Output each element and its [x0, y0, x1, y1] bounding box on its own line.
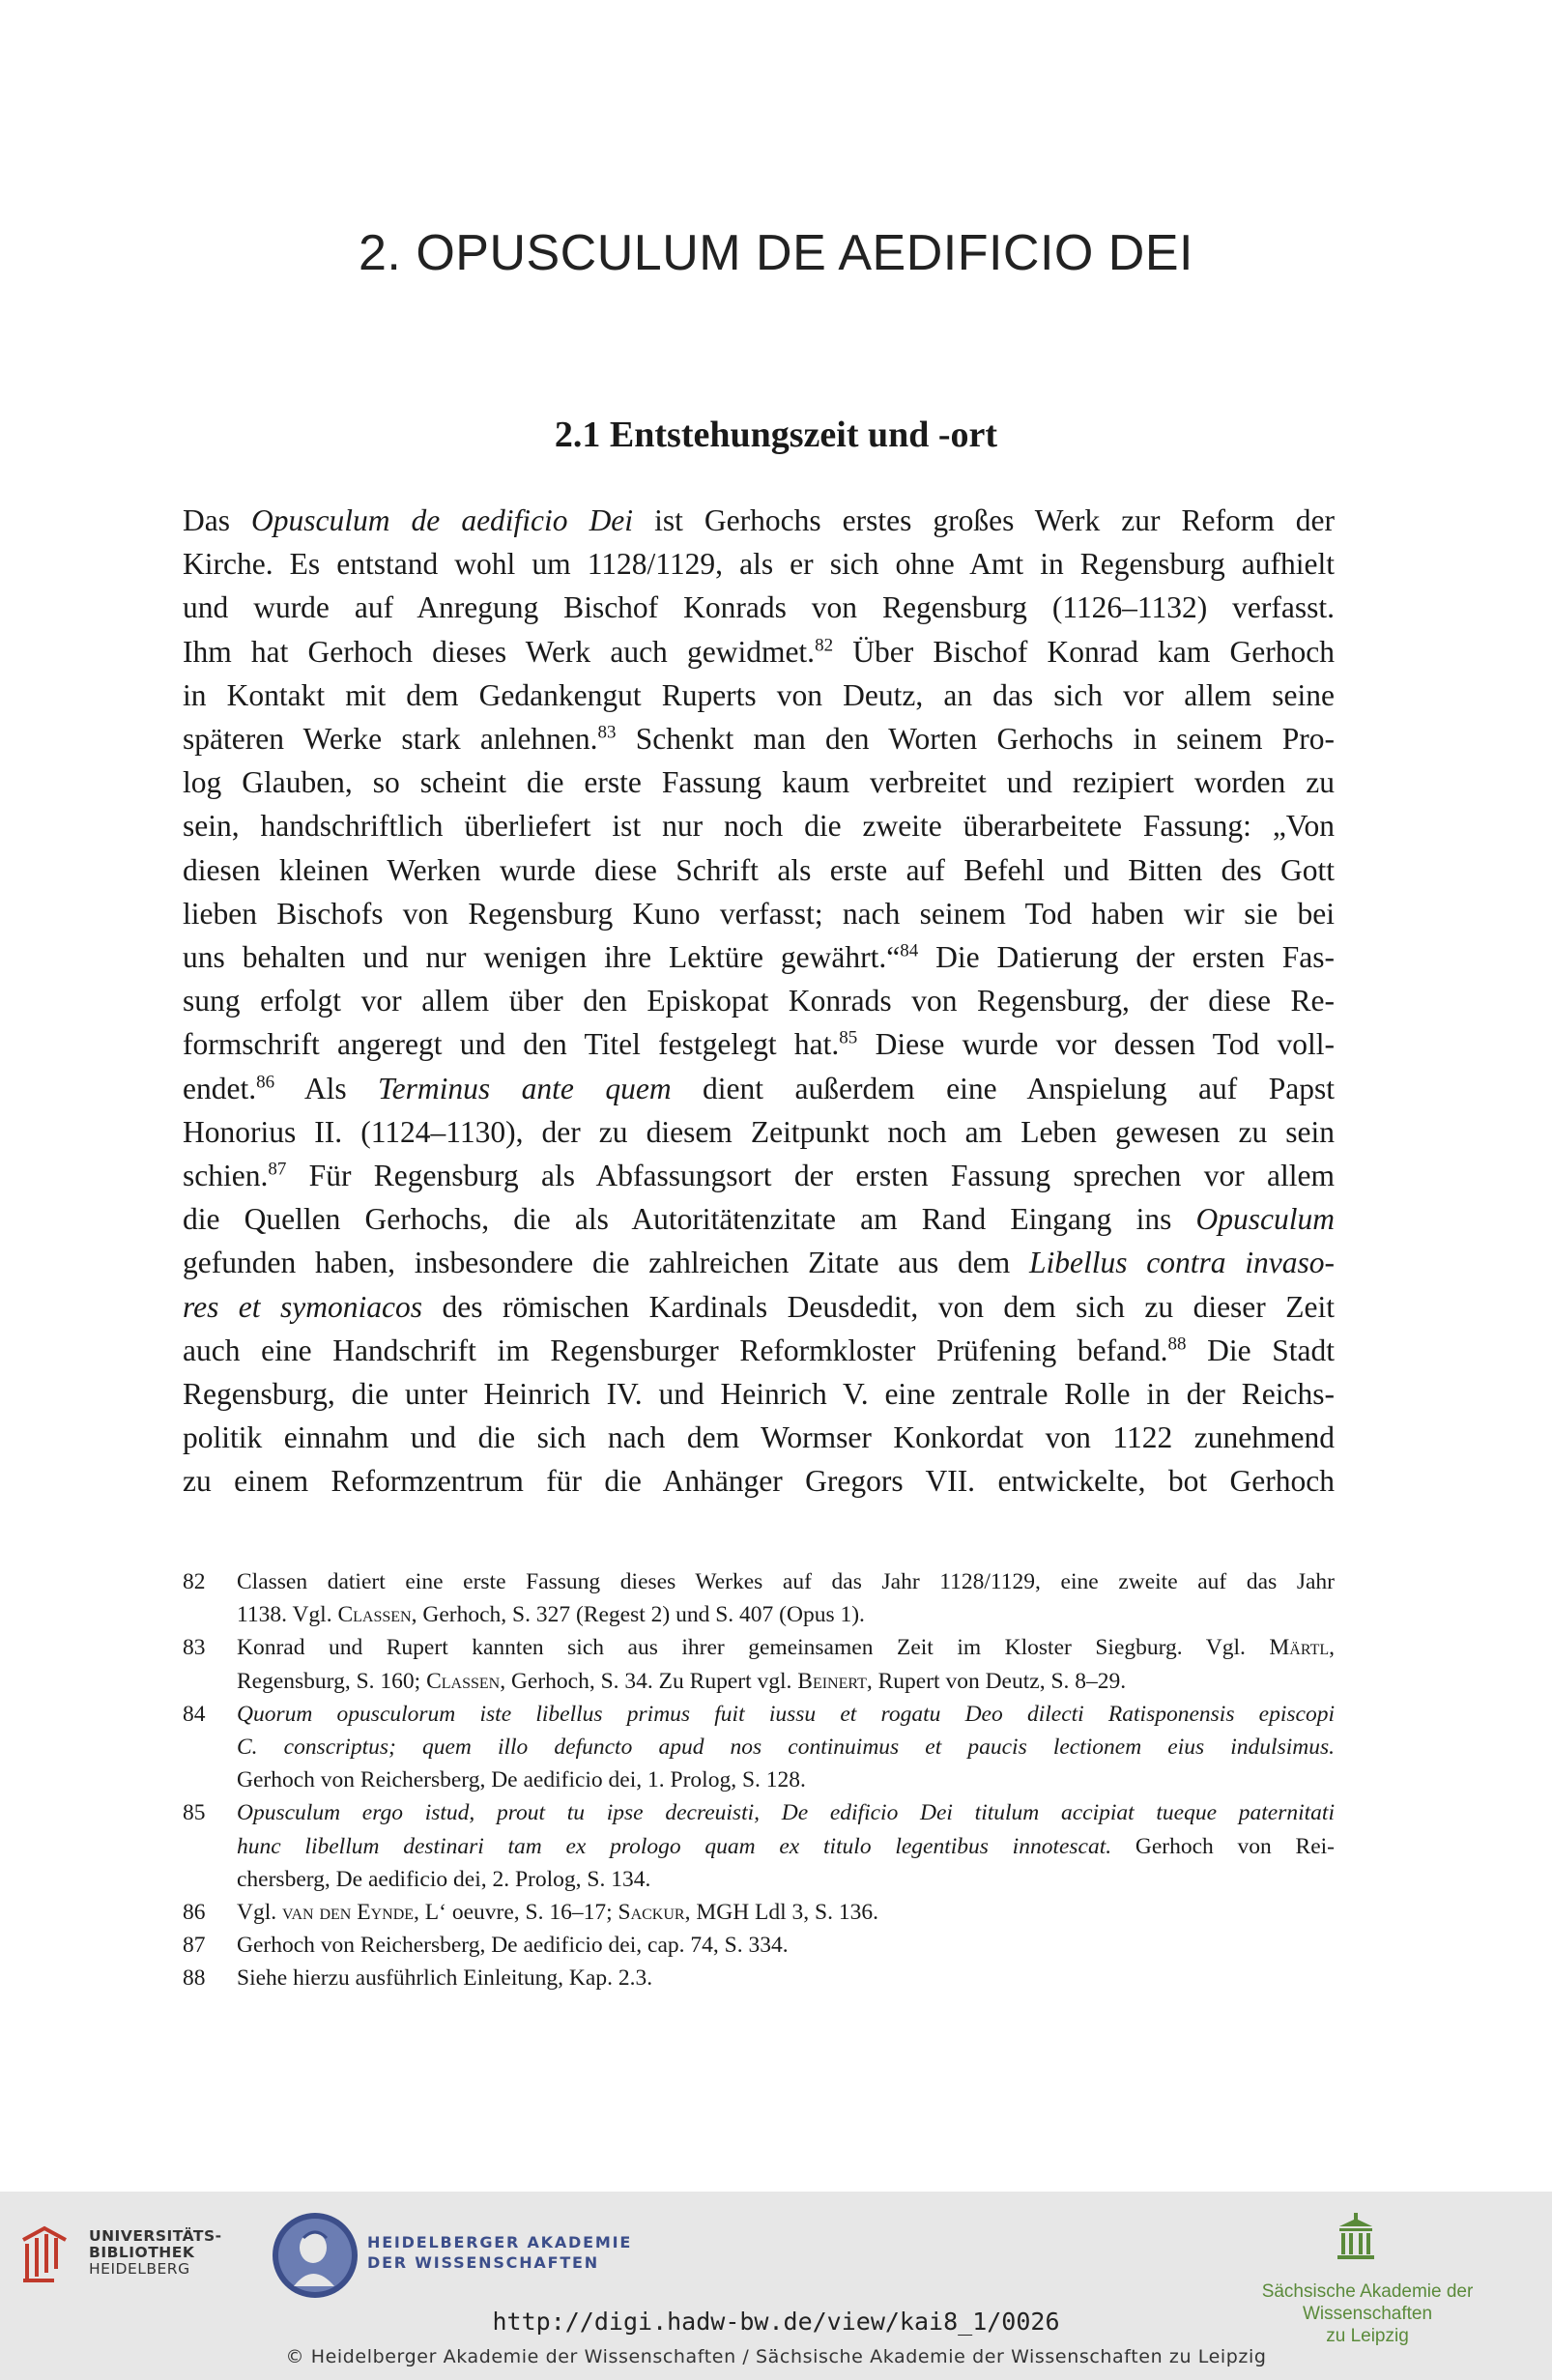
saxon-academy-building-icon: [1336, 2211, 1376, 2261]
footnote-ref: 86: [256, 1072, 275, 1093]
body-line: schien.$^{87}$ Für Regensburg als Abfassungsort der ersten Fassung sprechen vor allem: [183, 1159, 1335, 1193]
university-library-name: UNIVERSITÄTS- BIBLIOTHEK HEIDELBERG: [89, 2227, 222, 2278]
body-line: uns behalten und nur wenigen ihre Lektüre gewährt.“$^{84}$ Die Datierung der ersten Fas-: [183, 940, 1335, 975]
body-line: auch eine Handschrift im Regensburger Reformkloster Prüfening befand.$^{88}$ Die Stadt: [183, 1333, 1335, 1367]
footnote-number: 84: [183, 1701, 206, 1727]
body-line: in Kontakt mit dem Gedankengut Ruperts von Deutz, an das sich vor allem seine: [183, 677, 1335, 712]
body-line: und wurde auf Anregung Bischof Konrads von Regensburg (1126–1132) verfasst.: [183, 590, 1335, 625]
footnote-ref: 82: [815, 635, 834, 656]
footnote-ref: 85: [839, 1027, 858, 1048]
footnote-83: 83 Konrad und Rupert kannten sich aus ihrer gemeinsamen Zeit im Kloster Siegburg. Vgl. Märtl, Regensburg, S. 160; Classen, Gerhoch, S. 34. Zu Rupert vgl. Beinert, Rupert von Deutz, S. 8–29.: [183, 1631, 1335, 1697]
footnote-ref: 87: [268, 1159, 287, 1180]
body-line: späteren Werke stark anlehnen.$^{83}$ Schenkt man den Worten Gerhochs in seinem Pro-: [183, 722, 1335, 757]
footer-bar: [0, 2192, 1552, 2380]
academy-name: HEIDELBERGER AKADEMIE DER WISSENSCHAFTEN: [367, 2233, 633, 2272]
body-line: Honorius II. (1124–1130), der zu diesem Zeitpunkt noch am Leben gewesen zu sein: [183, 1114, 1335, 1149]
body-line: Regensburg, die unter Heinrich IV. und Heinrich V. eine zentrale Rolle in der Reichs-: [183, 1377, 1335, 1412]
section-title: 2.1 Entstehungszeit und -ort: [554, 415, 998, 455]
footnote-number: 86: [183, 1900, 206, 1926]
footnote-ref: 83: [597, 722, 617, 743]
university-library-logo-icon: [15, 2221, 83, 2288]
body-line: zu einem Reformzentrum für die Anhänger Gregors VII. entwickelte, bot Gerhoch: [183, 1464, 1335, 1499]
body-line: politik einnahm und die sich nach dem Wormser Konkordat von 1122 zunehmend: [183, 1420, 1335, 1455]
body-line: res et symoniacos des römischen Kardinals Deusdedit, von dem sich zu dieser Zeit: [183, 1289, 1335, 1324]
footnote-number: 87: [183, 1933, 206, 1959]
chapter-title: 2. OPUSCULUM DE AEDIFICIO DEI: [359, 225, 1193, 281]
footnote-ref: 88: [1167, 1333, 1187, 1355]
body-line: sung erfolgt vor allem über den Episkopat Konrads von Regensburg, der diese Re-: [183, 984, 1335, 1018]
footnote-82: 82 Classen datiert eine erste Fassung dieses Werkes auf das Jahr 1128/1129, eine zweite auf das Jahr 1138. Vgl. Classen, Gerhoch, S. 327 (Regest 2) und S. 407 (Opus 1).: [183, 1565, 1335, 1631]
document-url-link[interactable]: http://digi.hadw-bw.de/view/kai8_1/0026: [492, 2308, 1060, 2336]
academy-seal-icon: [269, 2209, 361, 2302]
copyright-notice: © Heidelberger Akademie der Wissenschaften / Sächsische Akademie der Wissenschaften zu Leipzig: [285, 2346, 1267, 2367]
body-line: Ihm hat Gerhoch dieses Werk auch gewidmet.$^{82}$ Über Bischof Konrad kam Gerhoch: [183, 634, 1335, 669]
saxon-academy-name: Sächsische Akademie der Wissenschaften zu Leipzig: [1261, 2281, 1474, 2346]
body-line: Kirche. Es entstand wohl um 1128/1129, als er sich ohne Amt in Regensburg aufhielt: [183, 547, 1335, 582]
body-line: diesen kleinen Werken wurde diese Schrift als erste auf Befehl und Bitten des Gott: [183, 852, 1335, 887]
footnotes: [183, 1565, 1335, 1995]
footnote-86: 86 Vgl. van den Eynde, L‘ oeuvre, S. 16–17; Sackur, MGH Ldl 3, S. 136.: [183, 1896, 1335, 1929]
footnote-88: 88 Siehe hierzu ausführlich Einleitung, Kap. 2.3.: [183, 1962, 1335, 1994]
body-line: Das Opusculum de aedificio Dei ist Gerhochs erstes großes Werk zur Reform der: [183, 503, 1335, 537]
body-line: log Glauben, so scheint die erste Fassung kaum verbreitet und rezipiert worden zu: [183, 765, 1335, 800]
body-line: lieben Bischofs von Regensburg Kuno verfasst; nach seinem Tod haben wir sie bei: [183, 896, 1335, 931]
footnote-number: 88: [183, 1965, 206, 1992]
body-line: endet.$^{86}$ Als Terminus ante quem dient außerdem eine Anspielung auf Papst: [183, 1071, 1335, 1105]
body-line: gefunden haben, insbesondere die zahlreichen Zitate aus dem Libellus contra invaso-: [183, 1246, 1335, 1280]
footnote-number: 82: [183, 1569, 206, 1594]
footnote-ref: 84: [900, 940, 919, 961]
footnote-number: 85: [183, 1800, 206, 1826]
body-line: formschrift angeregt und den Titel festgelegt hat.$^{85}$ Diese wurde vor dessen Tod voll-: [183, 1027, 1335, 1062]
footnote-number: 83: [183, 1635, 206, 1661]
body-paragraph: [183, 499, 1335, 1504]
footnote-85: 85 Opusculum ergo istud, prout tu ipse decreuisti, De edificio Dei titulum accipiat tueque paternitati hunc libellum destinari tam ex prologo quam ex titulo legentibus innotescat. Gerhoch von Rei- chersberg, De aedificio dei, 2. Prolog, S. 134.: [183, 1796, 1335, 1896]
body-line: die Quellen Gerhochs, die als Autoritätenzitate am Rand Eingang ins Opusculum: [183, 1202, 1335, 1237]
footnote-84: 84 Quorum opusculorum iste libellus primus fuit iussu et rogatu Deo dilecti Ratisponensis episcopi C. conscriptus; quem illo defuncto apud nos continuimus et paucis lectionem eius indulsimus. Gerhoch von Reichersberg, De aedificio dei, 1. Prolog, S. 128.: [183, 1698, 1335, 1797]
body-line: sein, handschriftlich überliefert ist nur noch die zweite überarbeitete Fassung: „Von: [183, 809, 1335, 844]
footnote-87: 87 Gerhoch von Reichersberg, De aedificio dei, cap. 74, S. 334.: [183, 1929, 1335, 1962]
